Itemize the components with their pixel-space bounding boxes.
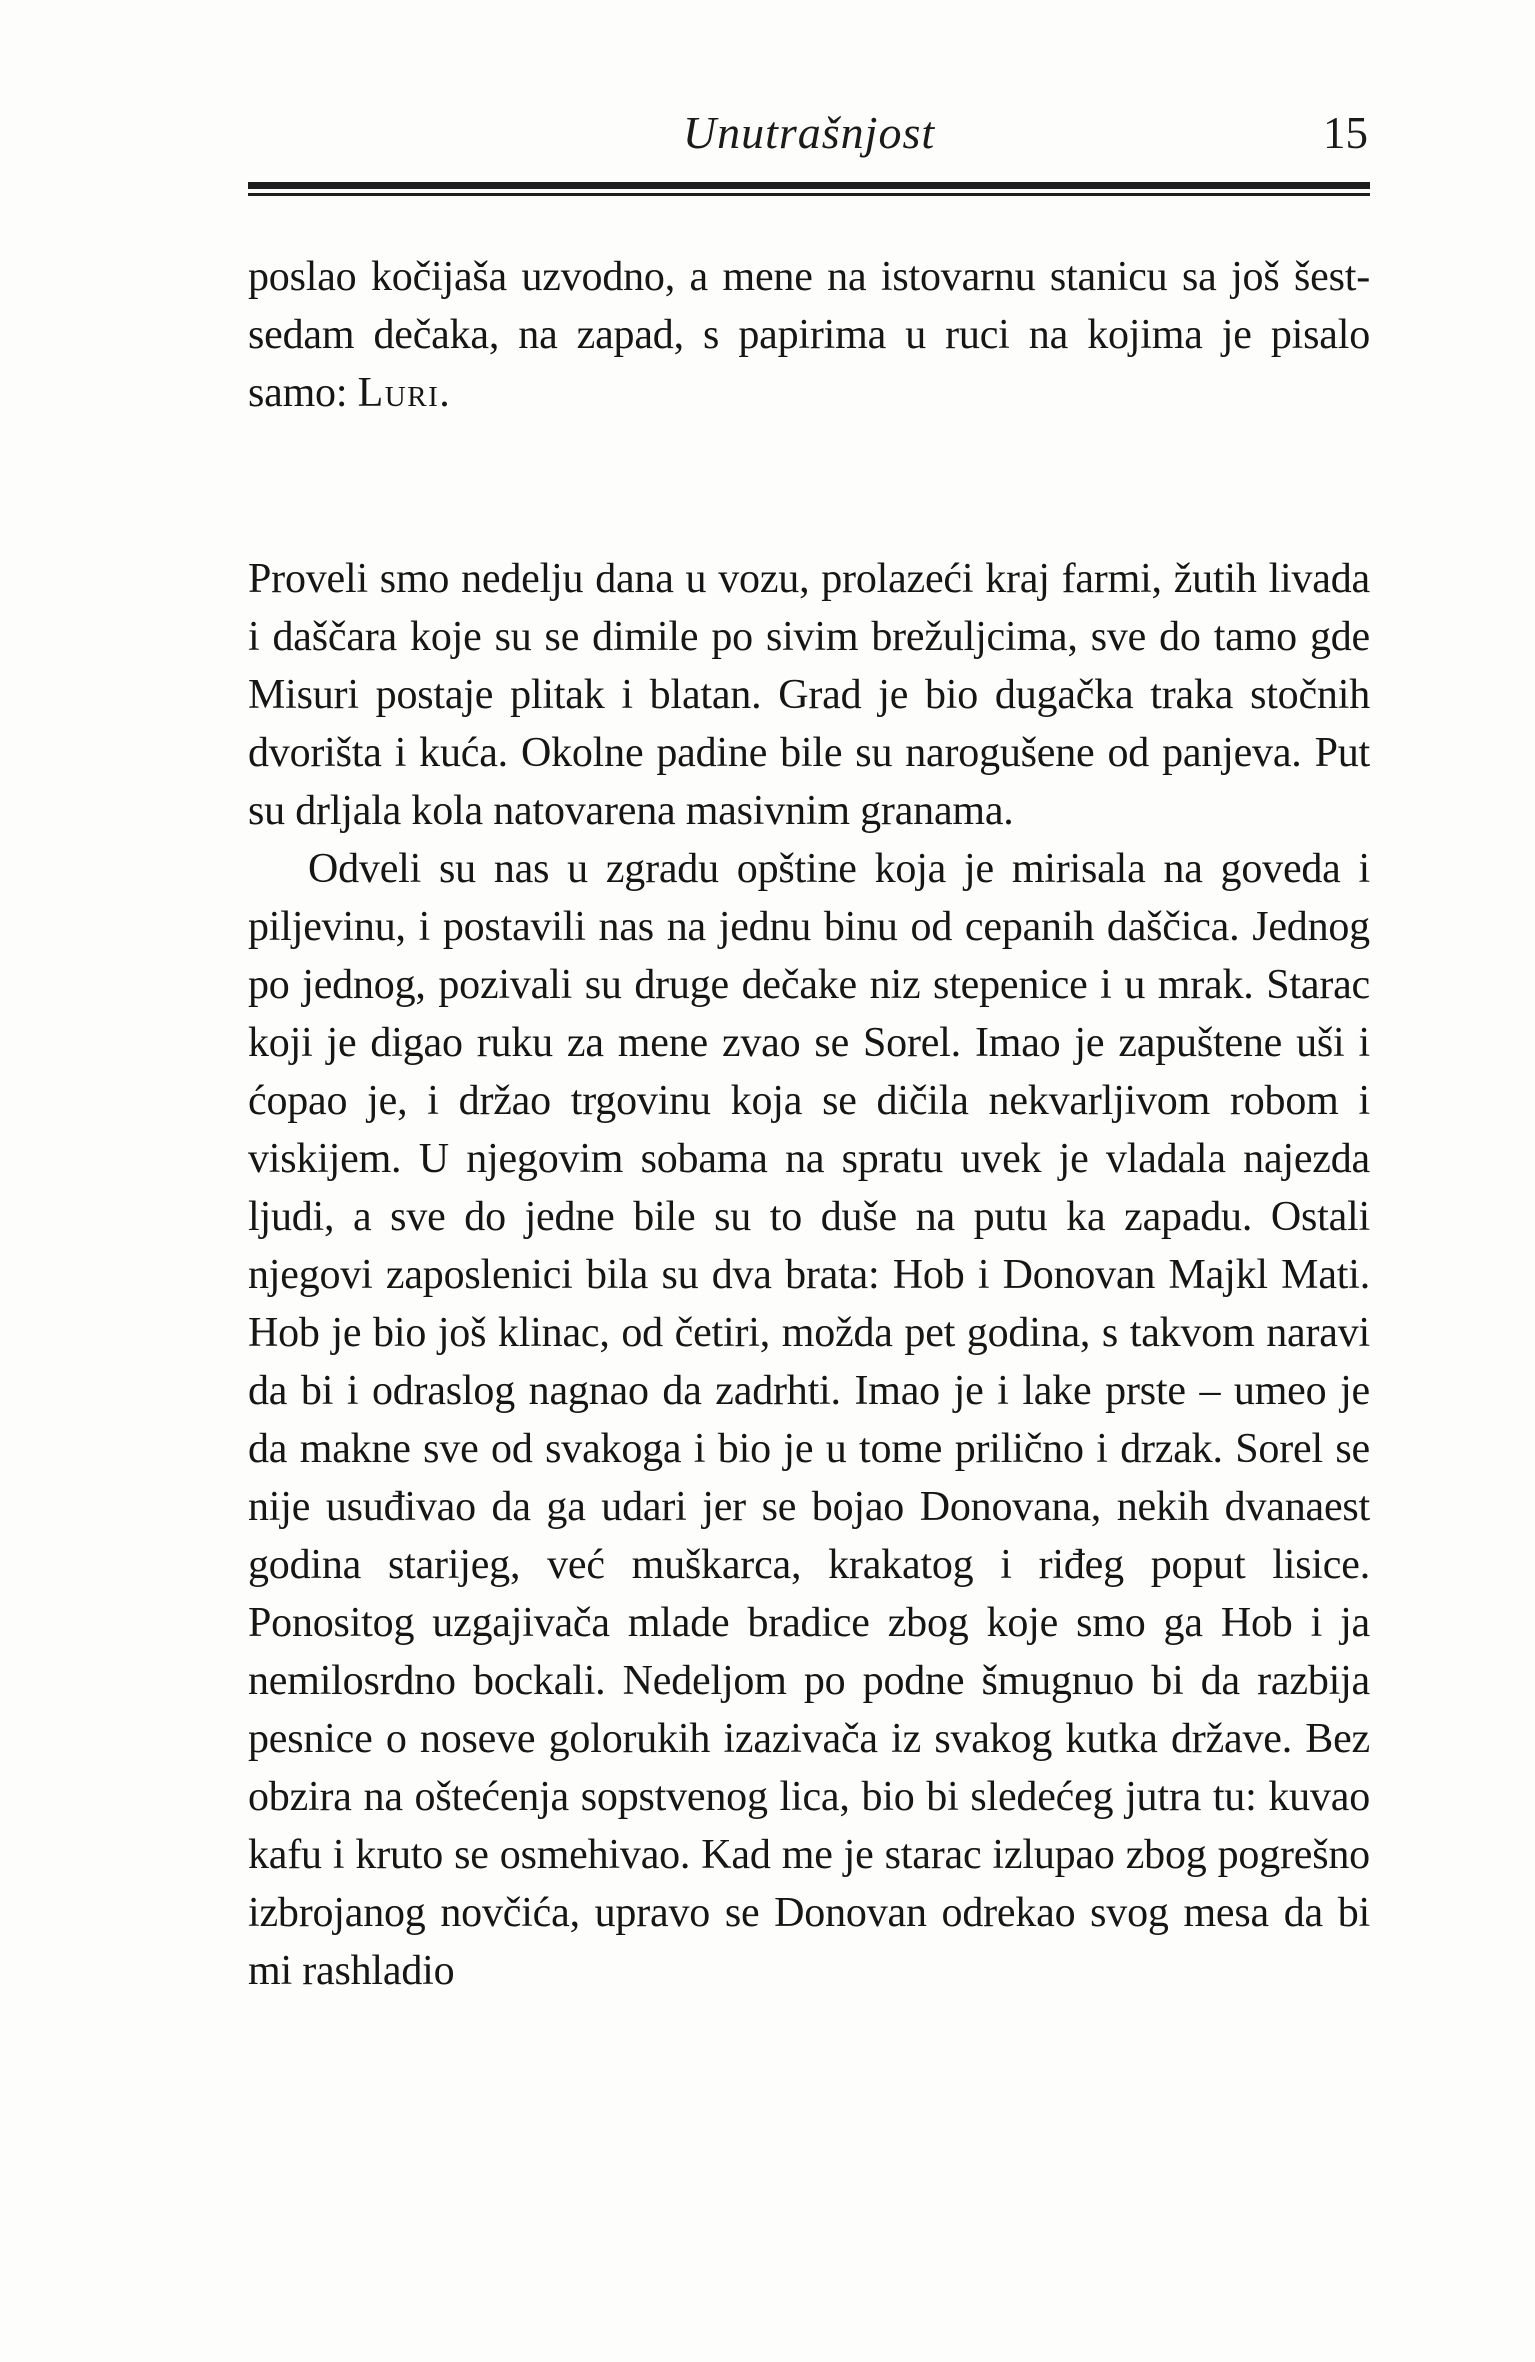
running-header-title: Unutrašnjost — [682, 107, 936, 158]
paragraph-opening-period: . — [439, 370, 450, 416]
paragraph-auction: Odveli su nas u zgradu opštine koja je mirisala na goveda i piljevinu, i postavili nas na jednu binu od cepanih daščica. Jednog po jednog, pozivali su druge dečake niz stepenice i u mrak. Starac koji je digao ruku za mene zvao se Sorel. Imao je zapuštene uši i ćopao je, i držao trgovinu koja se dičila nekvarljivom robom i viskijem. U njegovim sobama na spratu uvek je vladala najezda ljudi, a sve do jedne bile su to duše na putu ka zapadu. Ostali njegovi zaposlenici bila su dva brata: Hob i Donovan Majkl Mati. Hob je bio još klinac, od četiri, možda pet godina, s takvom naravi da bi i odraslog nagnao da zadrhti. Imao je i lake prste – umeo je da makne sve od svakoga i bio je u tome prilično i drzak. Sorel se nije usuđivao da ga udari jer se bojao Donovana, nekih dvanaest godina starijeg, već muškarca, krakatog i riđeg poput lisice. Ponositog uzgajivača mlade bradice zbog koje smo ga Hob i ja nemilosrdno bockali. Nedeljom po podne šmugnuo bi da razbija pesnice o noseve golorukih izazivača iz svakog kutka države. Bez obzira na oštećenja sopstvenog lica, bio bi sledećeg jutra tu: kuvao kafu i kruto se osmehivao. Kad me je starac izlupao zbog pogrešno izbrojanog novčića, upravo se Donovan odrekao svog mesa da bi mi rashladio — [248, 846, 1370, 1994]
paragraph-opening-text: poslao kočijaša uzvodno, a mene na istovarnu stanicu sa još šest-sedam dečaka, na zapad, s papirima u ruci na kojima je pisalo samo: — [248, 254, 1370, 416]
page-content — [248, 0, 1370, 2000]
paragraph-journey: Proveli smo nedelju dana u vozu, prolazeći kraj farmi, žutih livada i daščara koje su se dimile po sivim brežuljcima, sve do tamo gde Misuri postaje plitak i blatan. Grad je bio dugačka traka stočnih dvorišta i kuća. Okolne padine bile su narogušene od panjeva. Put su drljala kola natovarena masivnim granama. — [248, 556, 1370, 834]
body-text — [248, 248, 1370, 2000]
running-header — [248, 104, 1370, 162]
paragraph-opening — [248, 248, 1370, 422]
page-number: 15 — [1323, 108, 1368, 158]
smallcaps-name-luri: Luri — [357, 370, 440, 416]
header-double-rule — [248, 182, 1370, 196]
